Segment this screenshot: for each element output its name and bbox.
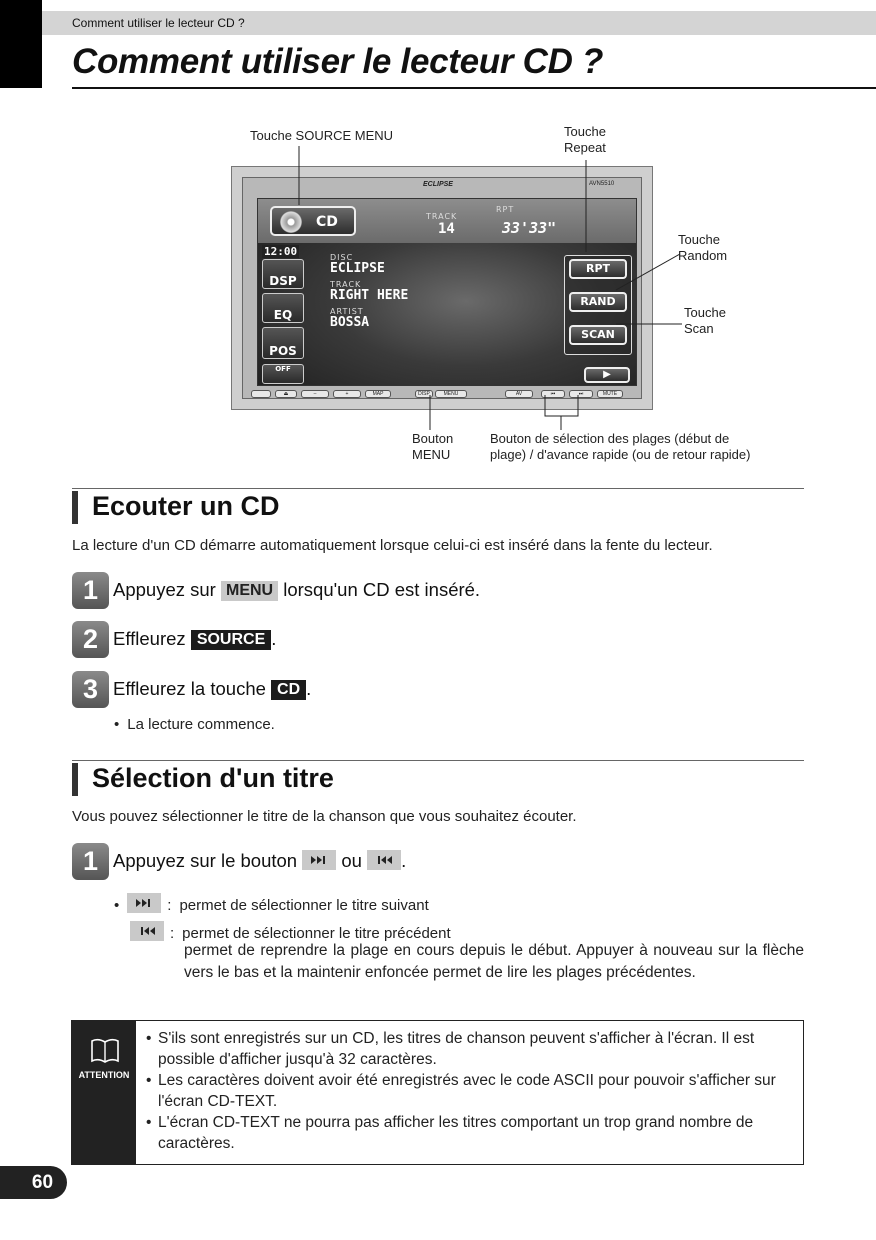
next-track-bullet: • : permet de sélectionner le titre suivant: [114, 893, 429, 914]
track-label: TRACK: [426, 212, 458, 221]
heading-bar: [72, 763, 78, 796]
step-2-number: 2: [72, 621, 109, 658]
step-3-before: Effleurez la touche: [113, 678, 272, 699]
dsp-label: DSP: [269, 274, 297, 288]
next-track-desc: permet de sélectionner le titre suivant: [179, 897, 429, 914]
callout-menu: Bouton MENU: [412, 431, 454, 462]
prev-track-bullet: : permet de sélectionner le titre précédent: [130, 921, 451, 942]
next-track-icon: [302, 850, 336, 870]
callout-scan: Touche Scan: [684, 305, 726, 336]
attention-item: • Les caractères doivent avoir été enregistrés avec le code ASCII pour pouvoir s'afficher sur l'écran CD-TEXT.: [146, 1071, 786, 1112]
callout-source-menu: Touche SOURCE MENU: [250, 128, 394, 143]
prev-track-long-desc: permet de reprendre la plage en cours depuis le début. Appuyer à nouveau sur la flèche vers le bas et la maintenir enfoncée permet de lire les plages précédentes.: [184, 942, 804, 981]
step-2-after: .: [271, 628, 277, 649]
next-track-icon: [127, 893, 161, 913]
play-icon: ▶: [603, 369, 611, 380]
callout-random: Touche Random: [678, 232, 728, 263]
artist-label: ARTIST: [330, 307, 364, 316]
rpt-indicator: RPT: [496, 205, 515, 214]
model-label: AVN5510: [589, 181, 615, 187]
select-step-after: .: [401, 850, 407, 871]
book-icon: [90, 1037, 120, 1065]
source-key-badge: SOURCE: [191, 630, 271, 650]
select-step-middle: ou: [336, 850, 368, 871]
track-number: 14: [438, 221, 455, 237]
menu-key-label: MENU: [443, 391, 459, 397]
page-number: 60: [0, 1166, 67, 1199]
heading-bar: [72, 491, 78, 524]
cd-key-badge: CD: [271, 680, 306, 700]
eq-label: EQ: [273, 308, 293, 322]
step-3-note: • La lecture commence.: [114, 716, 275, 733]
attention-item: • L'écran CD-TEXT ne pourra pas afficher les titres comportant un trop grand nombre de caractères.: [146, 1113, 786, 1154]
track-title-label: TRACK: [330, 280, 362, 289]
elapsed-time: 33'33": [502, 219, 557, 237]
mute-key-label: MUTE: [602, 391, 618, 397]
step-3-after: .: [306, 678, 312, 699]
step-3-text: [113, 678, 311, 700]
disp-key-label: DISP: [418, 391, 430, 397]
next-track-icon: ⏭: [578, 391, 584, 397]
volume-up-key[interactable]: +: [333, 390, 361, 398]
av-key-label: AV: [515, 391, 523, 397]
attention-box: [71, 1020, 804, 1165]
disc-label: DISC: [330, 253, 354, 262]
section-heading-select: [72, 760, 804, 796]
scan-label: SCAN: [581, 328, 615, 341]
prev-track-icon: ⏮: [550, 391, 556, 397]
callout-leader-lines: [0, 0, 876, 470]
step-1-number: 1: [72, 572, 109, 609]
section-heading-listen: [72, 488, 804, 524]
running-title: Comment utiliser le lecteur CD ?: [72, 16, 245, 30]
volume-down-key[interactable]: –: [301, 390, 329, 398]
menu-key-badge: MENU: [221, 581, 278, 601]
attention-label: ATTENTION: [78, 1070, 130, 1080]
clock: 12:00: [264, 245, 298, 258]
source-label: CD: [316, 214, 338, 230]
attention-item: • S'ils sont enregistrés sur un CD, les titres de chanson peuvent s'afficher à l'écran. Il est possible d'afficher jusqu'à 32 caractères.: [146, 1029, 786, 1070]
step-3-note-text: La lecture commence.: [127, 716, 275, 733]
track-title: RIGHT HERE: [330, 288, 409, 303]
prev-track-desc: permet de sélectionner le titre précédent: [182, 925, 451, 942]
attention-sidebar: [72, 1021, 136, 1164]
select-step-1-text: [113, 850, 406, 872]
step-3-number: 3: [72, 671, 109, 708]
section-title-select: Sélection d'un titre: [92, 763, 334, 793]
off-label: OFF: [275, 365, 291, 373]
step-2-text: [113, 628, 276, 650]
prev-track-icon: [130, 921, 164, 941]
pos-label: POS: [269, 344, 297, 358]
step-2-before: Effleurez: [113, 628, 191, 649]
artist-name: BOSSA: [330, 315, 370, 330]
rand-label: RAND: [580, 295, 616, 308]
prev-track-icon: [367, 850, 401, 870]
select-step-before: Appuyez sur le bouton: [113, 850, 303, 871]
rpt-label: RPT: [585, 262, 611, 275]
map-key-label: MAP: [372, 391, 384, 397]
section-intro-listen: La lecture d'un CD démarre automatiquement lorsque celui-ci est inséré dans la fente du lecteur.: [72, 537, 713, 554]
section-intro-select: Vous pouvez sélectionner le titre de la chanson que vous souhaitez écouter.: [72, 808, 577, 825]
step-1-before: Appuyez sur: [113, 579, 221, 600]
attention-list: [146, 1029, 786, 1155]
step-1-text: [113, 579, 480, 601]
disc-title: ECLIPSE: [330, 261, 385, 276]
callout-repeat: Touche Repeat: [564, 124, 606, 155]
eject-icon: ⏏: [283, 391, 289, 397]
step-1-after: lorsqu'un CD est inséré.: [278, 579, 481, 600]
callout-track-select: Bouton de sélection des plages (début de plage) / d'avance rapide (ou de retour rapide): [490, 431, 751, 462]
select-step-1-number: 1: [72, 843, 109, 880]
brand-logo: ECLIPSE: [423, 181, 453, 188]
page-title: Comment utiliser le lecteur CD ?: [72, 42, 604, 81]
section-title-listen: Ecouter un CD: [92, 491, 280, 521]
